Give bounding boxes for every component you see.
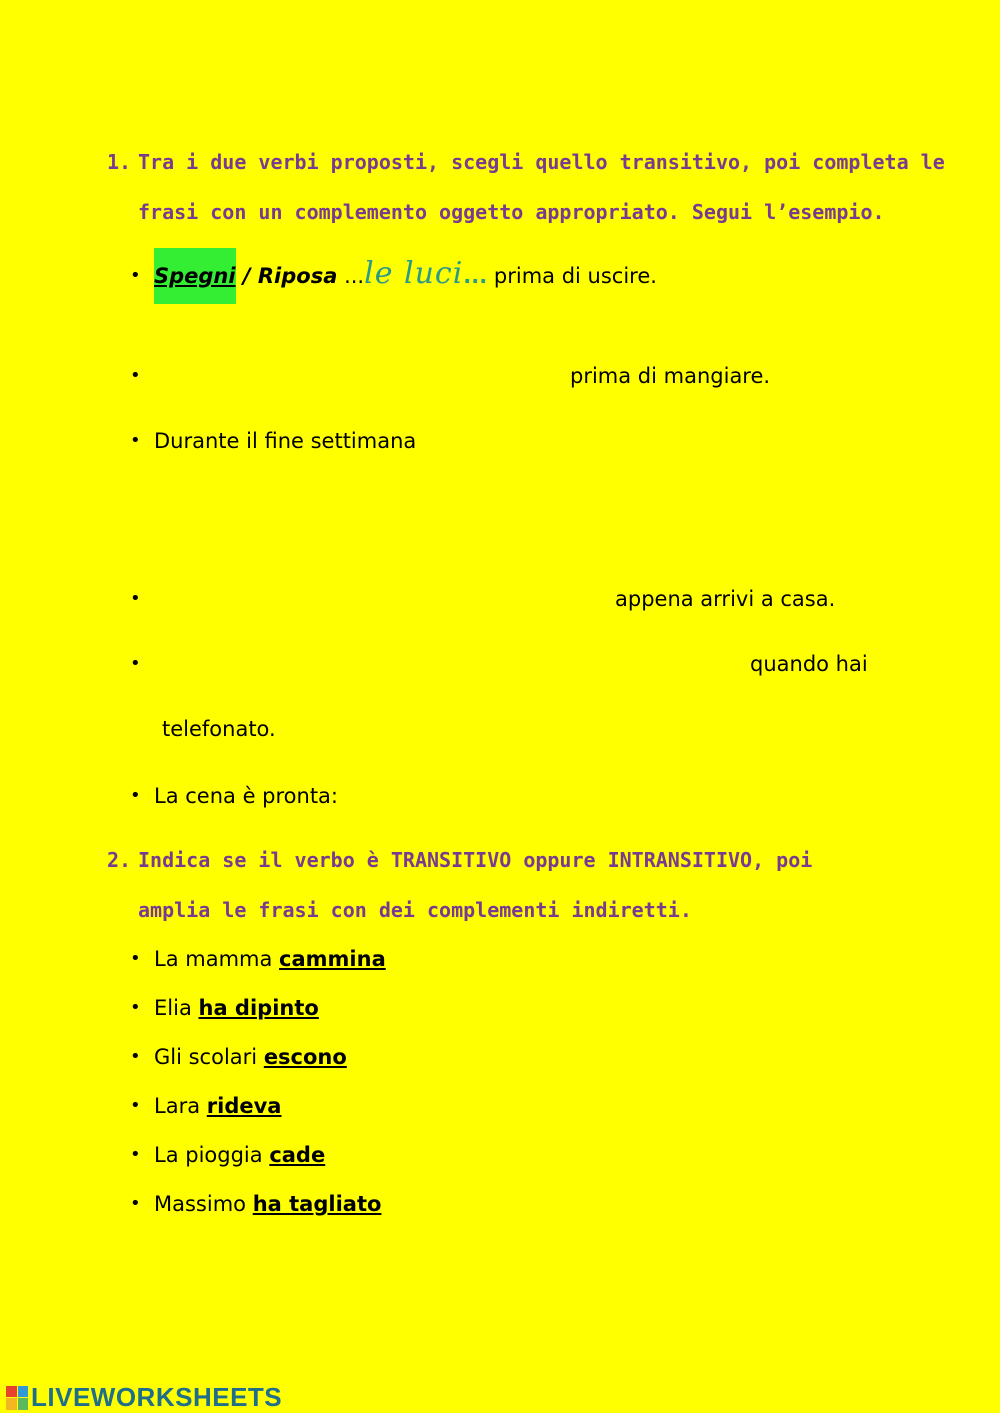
- exercise-1-item-text: La cena è pronta:: [154, 784, 338, 808]
- bullet-icon: •: [130, 588, 141, 609]
- exercise-2-verb: cammina: [279, 947, 386, 971]
- logo-square: [18, 1398, 29, 1410]
- exercise-2-subject: La mamma: [154, 947, 273, 971]
- exercise-2-verb: escono: [263, 1045, 347, 1069]
- bullet-icon: •: [130, 1144, 141, 1165]
- exercise-2-item: [130, 1094, 281, 1118]
- exercise-1-instructions-line-2: frasi con un complemento oggetto appropriato. Segui l’esempio.: [138, 200, 885, 224]
- logo-square: [6, 1386, 17, 1398]
- exercise-2-subject: Lara: [154, 1094, 201, 1118]
- exercise-2-instructions-line-2: amplia le frasi con dei complementi indiretti.: [138, 898, 692, 922]
- bullet-icon: •: [130, 653, 141, 674]
- exercise-2-verb: ha dipinto: [198, 996, 319, 1020]
- exercise-1-item: [130, 429, 416, 453]
- exercise-1-item-text: Durante il fine settimana: [154, 429, 417, 453]
- liveworksheets-logo[interactable]: [6, 1382, 282, 1413]
- exercise-2-number: 2.: [107, 848, 132, 872]
- exercise-1-item: [130, 652, 154, 676]
- bullet-icon: •: [130, 365, 141, 386]
- liveworksheets-logo-icon: [6, 1386, 28, 1410]
- bullet-icon: •: [130, 265, 141, 286]
- exercise-1-item-text: prima di mangiare.: [570, 364, 771, 388]
- exercise-1-instructions-line-1: Tra i due verbi proposti, scegli quello transitivo, poi completa le: [138, 150, 945, 174]
- exercise-1-item-text: appena arrivi a casa.: [615, 587, 836, 611]
- logo-square: [6, 1398, 17, 1410]
- exercise-1-item-text: quando hai: [750, 652, 868, 676]
- example-answer: le luci: [364, 256, 464, 291]
- exercise-2-subject: La pioggia: [154, 1143, 263, 1167]
- bullet-icon: •: [130, 997, 141, 1018]
- exercise-1-heading: [107, 150, 131, 174]
- exercise-2-item: [130, 996, 319, 1020]
- example-sentence: [130, 256, 657, 291]
- exercise-2-verb: ha tagliato: [252, 1192, 382, 1216]
- exercise-2-item: [130, 947, 386, 971]
- exercise-2-item: [130, 1192, 381, 1216]
- example-transitive-verb: Spegni: [154, 248, 236, 304]
- exercise-1-item: [130, 364, 154, 388]
- bullet-icon: •: [130, 1046, 141, 1067]
- exercise-2-heading: [107, 848, 131, 872]
- exercise-1-item-continuation: telefonato.: [162, 717, 276, 741]
- example-dots-before: ...: [337, 264, 365, 288]
- exercise-2-subject: Elia: [154, 996, 192, 1020]
- bullet-icon: •: [130, 1193, 141, 1214]
- exercise-2-verb: rideva: [206, 1094, 282, 1118]
- exercise-1-number: 1.: [107, 150, 132, 174]
- logo-square: [18, 1386, 29, 1398]
- bullet-icon: •: [130, 430, 141, 451]
- liveworksheets-logo-text: LIVEWORKSHEETS: [31, 1382, 283, 1412]
- bullet-icon: •: [130, 785, 141, 806]
- exercise-1-item: [130, 587, 154, 611]
- exercise-2-item: [130, 1045, 347, 1069]
- example-rest: prima di uscire.: [487, 264, 657, 288]
- exercise-2-subject: Gli scolari: [154, 1045, 258, 1069]
- exercise-2-subject: Massimo: [154, 1192, 247, 1216]
- example-dots-after: ...: [463, 264, 488, 288]
- example-intransitive-verb: Riposa: [257, 264, 338, 288]
- example-separator: /: [235, 264, 258, 288]
- bullet-icon: •: [130, 1095, 141, 1116]
- exercise-1-item: [130, 784, 338, 808]
- exercise-2-instructions-line-1: Indica se il verbo è TRANSITIVO oppure INTRANSITIVO, poi: [138, 848, 813, 872]
- exercise-2-item: [130, 1143, 325, 1167]
- bullet-icon: •: [130, 948, 141, 969]
- exercise-2-verb: cade: [269, 1143, 326, 1167]
